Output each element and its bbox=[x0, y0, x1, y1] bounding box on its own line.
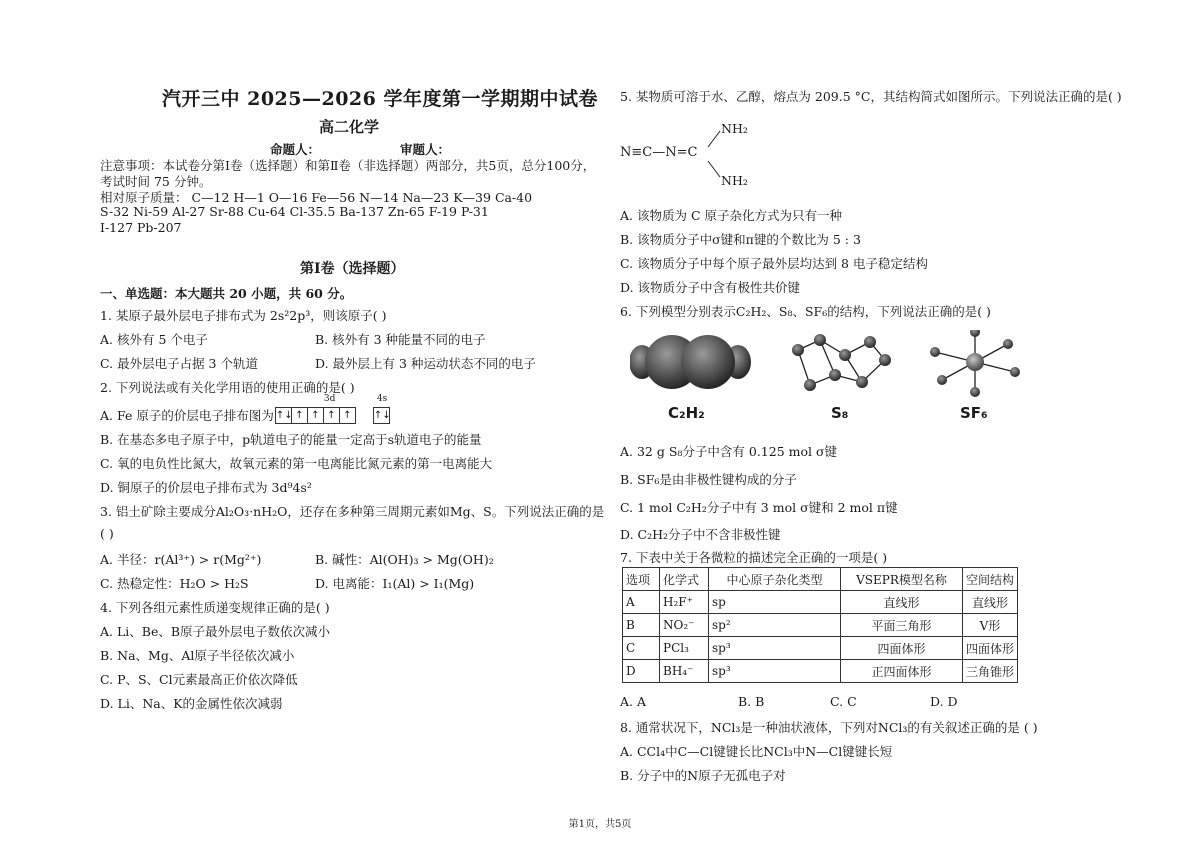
table-header-cell: 化学式 bbox=[660, 568, 709, 591]
q5-structure-formula bbox=[620, 115, 780, 195]
table-cell: B bbox=[623, 614, 660, 637]
q7-option-c: C. C bbox=[830, 694, 857, 709]
q4-option-d: D. Li、Na、K的金属性依次减弱 bbox=[100, 696, 283, 711]
q5-bond-lines bbox=[620, 115, 780, 195]
notice-line-1: 注意事项：本试卷分第Ⅰ卷（选择题）和第Ⅱ卷（非选择题）两部分，共5页，总分100分， bbox=[100, 158, 596, 173]
q7-option-d: D. D bbox=[930, 694, 958, 709]
table-header-cell: 选项 bbox=[623, 568, 660, 591]
table-cell: sp² bbox=[709, 614, 841, 637]
q7-option-a: A. A bbox=[620, 694, 647, 709]
q1-option-b: B. 核外有 3 种能量不同的电子 bbox=[315, 332, 486, 347]
q2-option-b: B. 在基态多电子原子中，p轨道电子的能量一定高于s轨道电子的能量 bbox=[100, 432, 482, 447]
q5-option-b: B. 该物质分子中σ键和π键的个数比为 5 : 3 bbox=[620, 232, 861, 247]
q6-option-c: C. 1 mol C₂H₂分子中有 3 mol σ键和 2 mol π键 bbox=[620, 500, 898, 515]
q2-option-c: C. 氧的电负性比氮大，故氧元素的第一电离能比氮元素的第一电离能大 bbox=[100, 456, 493, 471]
table-header-cell: VSEPR模型名称 bbox=[841, 568, 963, 591]
q6-option-b: B. SF₆是由非极性键构成的分子 bbox=[620, 472, 797, 487]
q6-stem: 6. 下列模型分别表示C₂H₂、S₈、SF₆的结构，下列说法正确的是( ) bbox=[620, 304, 991, 319]
orbital-3d-label: 3d bbox=[323, 393, 336, 404]
c2h2-model bbox=[630, 335, 751, 389]
q1-option-c: C. 最外层电子占据 3 个轨道 bbox=[100, 356, 258, 371]
notice-line-2: 考试时间 75 分钟。 bbox=[100, 174, 212, 189]
q3-paren: ( ) bbox=[100, 526, 114, 541]
q1-option-a: A. 核外有 5 个电子 bbox=[100, 332, 208, 347]
q5-stem: 5. 某物质可溶于水、乙醇，熔点为 209.5 °C，其结构简式如图所示。下列说法正确的是( ) bbox=[620, 89, 1122, 104]
q1-option-d: D. 最外层上有 3 种运动状态不同的电子 bbox=[315, 356, 536, 371]
q7-table bbox=[622, 567, 1018, 683]
q4-stem: 4. 下列各组元素性质递变规律正确的是( ) bbox=[100, 600, 330, 615]
q3-option-b: B. 碱性：Al(OH)₃ > Mg(OH)₂ bbox=[315, 552, 494, 567]
q6-option-d: D. C₂H₂分子中不含非极性键 bbox=[620, 527, 781, 542]
table-cell: 平面三角形 bbox=[841, 614, 963, 637]
author-label: 命题人： bbox=[270, 142, 321, 157]
table-cell: PCl₃ bbox=[660, 637, 709, 660]
reviewer-label: 审题人： bbox=[400, 142, 451, 157]
q3-option-a: A. 半径：r(Al³⁺) > r(Mg²⁺) bbox=[100, 552, 262, 567]
q4-option-c: C. P、S、Cl元素最高正价依次降低 bbox=[100, 672, 298, 687]
q6-label-c2h2: C₂H₂ bbox=[668, 404, 705, 422]
atomic-mass-line-2: S-32 Ni-59 Al-27 Sr-88 Cu-64 Cl-35.5 Ba-137 Zn-65 F-19 P-31 bbox=[100, 204, 489, 219]
q5-formula-nh2-bottom: NH₂ bbox=[721, 173, 748, 188]
table-cell: sp³ bbox=[709, 660, 841, 683]
orbital-box: ↑↓ bbox=[373, 407, 390, 424]
table-cell: sp bbox=[709, 591, 841, 614]
q3-option-d: D. 电离能：I₁(Al) > I₁(Mg) bbox=[315, 576, 475, 591]
q5-formula-nh2-top: NH₂ bbox=[721, 121, 748, 136]
table-header-row bbox=[623, 568, 1018, 591]
table-cell: A bbox=[623, 591, 660, 614]
exam-subject: 高二化学 bbox=[319, 118, 380, 136]
table-cell: NO₂⁻ bbox=[660, 614, 709, 637]
q2-option-a-text: A. Fe 原子的价层电子排布图为 bbox=[100, 408, 274, 423]
table-row bbox=[623, 637, 1018, 660]
q1-stem: 1. 某原子最外层电子排布式为 2s²2p³，则该原子( ) bbox=[100, 308, 387, 323]
q8-option-b: B. 分子中的N原子无孤电子对 bbox=[620, 768, 786, 783]
q4-option-a: A. Li、Be、B原子最外层电子数依次减小 bbox=[100, 624, 331, 639]
table-row bbox=[623, 614, 1018, 637]
table-header-cell: 空间结构 bbox=[963, 568, 1018, 591]
q5-formula-main: N≡C—N=C bbox=[620, 145, 698, 160]
orbital-4s bbox=[373, 393, 391, 424]
orbital-4s-label: 4s bbox=[376, 393, 388, 404]
table-header-cell: 中心原子杂化类型 bbox=[709, 568, 841, 591]
orbital-box: ↑↓ bbox=[275, 407, 292, 424]
q5-option-d: D. 该物质分子中含有极性共价键 bbox=[620, 280, 801, 295]
orbital-3d bbox=[275, 393, 356, 424]
table-cell: C bbox=[623, 637, 660, 660]
q2-stem: 2. 下列说法或有关化学用语的使用正确的是( ) bbox=[100, 380, 355, 395]
table-cell: 直线形 bbox=[841, 591, 963, 614]
q3-option-c: C. 热稳定性：H₂O > H₂S bbox=[100, 576, 249, 591]
table-cell: 直线形 bbox=[963, 591, 1018, 614]
table-cell: V形 bbox=[963, 614, 1018, 637]
table-cell: BH₄⁻ bbox=[660, 660, 709, 683]
exam-title: 汽开三中 2025—2026 学年度第一学期期中试卷 bbox=[162, 88, 598, 110]
orbital-box: ↑ bbox=[291, 407, 308, 424]
table-cell: sp³ bbox=[709, 637, 841, 660]
atomic-mass-line-1: 相对原子质量： C—12 H—1 O—16 Fe—56 N—14 Na—23 K—39 Ca-40 bbox=[100, 190, 533, 205]
table-cell: 三角锥形 bbox=[963, 660, 1018, 683]
q6-label-sf6: SF₆ bbox=[960, 404, 988, 422]
orbital-box: ↑ bbox=[323, 407, 340, 424]
q6-label-s8: S₈ bbox=[831, 404, 849, 422]
table-cell: 四面体形 bbox=[963, 637, 1018, 660]
q3-stem: 3. 铝土矿除主要成分Al₂O₃·nH₂O，还存在多种第三周期元素如Mg、S。下列说法正确的是 bbox=[100, 504, 605, 519]
page-footer: 第1页，共5页 bbox=[568, 819, 632, 830]
q7-stem: 7. 下表中关于各微粒的描述完全正确的一项是( ) bbox=[620, 550, 888, 565]
q6-option-a: A. 32 g S₈分子中含有 0.125 mol σ键 bbox=[620, 444, 838, 459]
q7-option-b: B. B bbox=[738, 694, 765, 709]
q6-molecule-models bbox=[630, 330, 1110, 408]
orbital-box: ↑ bbox=[307, 407, 324, 424]
q2-option-a bbox=[100, 393, 391, 424]
table-row bbox=[623, 660, 1018, 683]
table-cell: 四面体形 bbox=[841, 637, 963, 660]
q4-option-b: B. Na、Mg、Al原子半径依次减小 bbox=[100, 648, 295, 663]
q8-option-a: A. CCl₄中C—Cl键键长比NCl₃中N—Cl键键长短 bbox=[620, 744, 893, 759]
q8-stem: 8. 通常状况下，NCl₃是一种油状液体，下列对NCl₃的有关叙述正确的是 ( ) bbox=[620, 720, 1038, 735]
table-row bbox=[623, 591, 1018, 614]
section-1-desc: 一、单选题：本大题共 20 小题，共 60 分。 bbox=[100, 286, 353, 301]
table-cell: H₂F⁺ bbox=[660, 591, 709, 614]
s8-atoms bbox=[792, 334, 891, 391]
q5-option-a: A. 该物质为 C 原子杂化方式为只有一种 bbox=[620, 208, 842, 223]
q5-option-c: C. 该物质分子中每个原子最外层均达到 8 电子稳定结构 bbox=[620, 256, 928, 271]
section-1-title: 第Ⅰ卷（选择题） bbox=[300, 261, 405, 277]
table-cell: 正四面体形 bbox=[841, 660, 963, 683]
atomic-mass-line-3: I-127 Pb-207 bbox=[100, 220, 182, 235]
table-cell: D bbox=[623, 660, 660, 683]
q2-option-d: D. 铜原子的价层电子排布式为 3d⁹4s² bbox=[100, 480, 312, 495]
orbital-box: ↑ bbox=[339, 407, 356, 424]
